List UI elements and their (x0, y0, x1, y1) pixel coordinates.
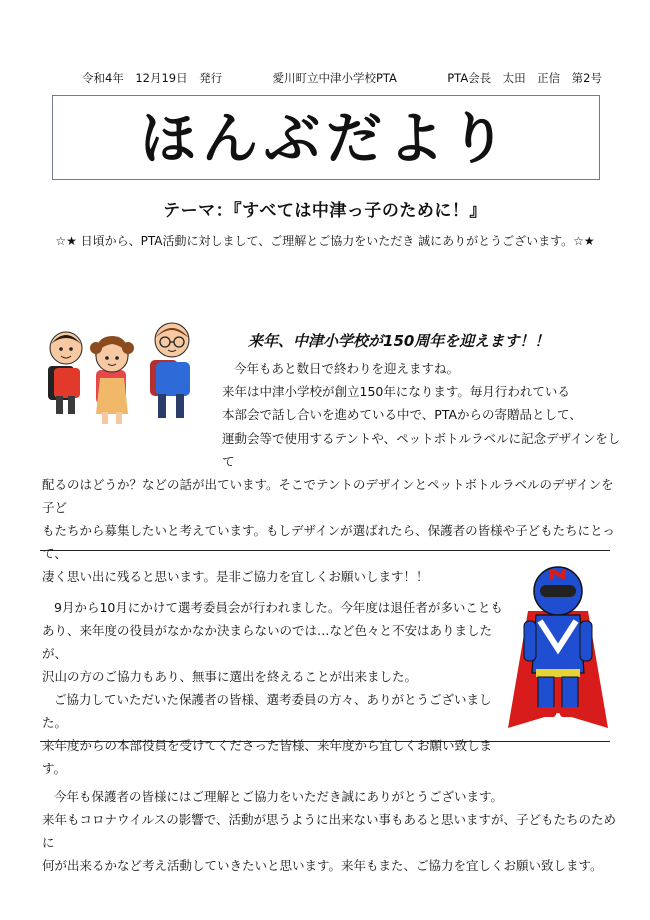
paragraph-line: 本部会で話し合いを進めている中で、PTAからの寄贈品として、 (222, 407, 582, 422)
girl-figure (90, 336, 134, 424)
section1-heading: 来年、中津小学校が150周年を迎えます！！ (248, 332, 550, 350)
issuer-president: PTA会長 太田 正信 第2号 (447, 71, 602, 85)
paragraph-line: 来年度からの本部役員を受けてくださった皆様、来年度から宜しくお願い致します。 (42, 738, 493, 776)
newsletter-title: ほんぶだより (140, 107, 512, 172)
section-divider (40, 550, 610, 551)
paragraph-line: 沢山の方のご協力もあり、無事に選出を終えることが出来ました。 (42, 669, 418, 684)
section3-paragraph (42, 785, 622, 877)
glasses-boy-figure (150, 323, 190, 418)
greeting-line: ☆★ 日頃から、PTA活動に対しまして、ご理解とご協力をいただき 誠にありがとうございます。☆★ (55, 234, 595, 248)
paragraph-line: 配るのはどうか？などの話が出ています。そこでテントのデザインとペットボトルラベルのデザインを子ど (42, 477, 614, 515)
issuer-school: 愛川町立中津小学校PTA (272, 71, 397, 85)
section-divider (40, 741, 610, 742)
newsletter-title-box (52, 95, 600, 180)
paragraph-line: 今年も保護者の皆様にはご理解とご協力をいただき誠にありがとうございます。 (54, 789, 504, 804)
children-illustration (38, 318, 208, 428)
paragraph-line: 来年もコロナウイルスの影響で、活動が思うように出来ない事もあると思いますが、子どもたちのために (42, 812, 617, 850)
theme-heading: テーマ：『すべては中津っ子のために！』 (163, 201, 487, 221)
section2-paragraph (42, 596, 512, 780)
section1-paragraph-narrow (222, 357, 617, 426)
paragraph-line: 何が出来るかなど考え活動していきたいと思います。来年もまた、ご協力を宜しくお願い致します。 (42, 858, 603, 873)
paragraph-line: あり、来年度の役員がなかなか決まらないのでは…など色々と不安はありましたが、 (42, 623, 493, 661)
issue-date: 令和4年 12月19日 発行 (82, 71, 223, 85)
paragraph-line: 今年もあと数日で終わりを迎えますね。 (234, 361, 460, 376)
paragraph-line: 来年は中津小学校が創立150年になります。毎月行われている (222, 384, 570, 399)
paragraph-line: 9月から10月にかけて選考委員会が行われました。今年度は退任者が多いことも (54, 600, 503, 615)
paragraph-line: 凄く思い出に残ると思います。是非ご協力を宜しくお願いします！！ (42, 569, 429, 584)
paragraph-line: 運動会等で使用するテントや、ペットボトルラベルに記念デザインをして (222, 431, 621, 469)
newsletter-title-logo (53, 96, 599, 179)
paragraph-line: ご協力していただいた保護者の皆様、選考委員の方々、ありがとうございました。 (42, 692, 492, 730)
issue-header (82, 70, 602, 86)
superhero-illustration (498, 563, 618, 733)
boy-figure (48, 332, 82, 414)
paragraph-line: もたちから募集したいと考えています。もしデザインが選ばれたら、保護者の皆様や子どもたちにとって、 (42, 523, 615, 561)
